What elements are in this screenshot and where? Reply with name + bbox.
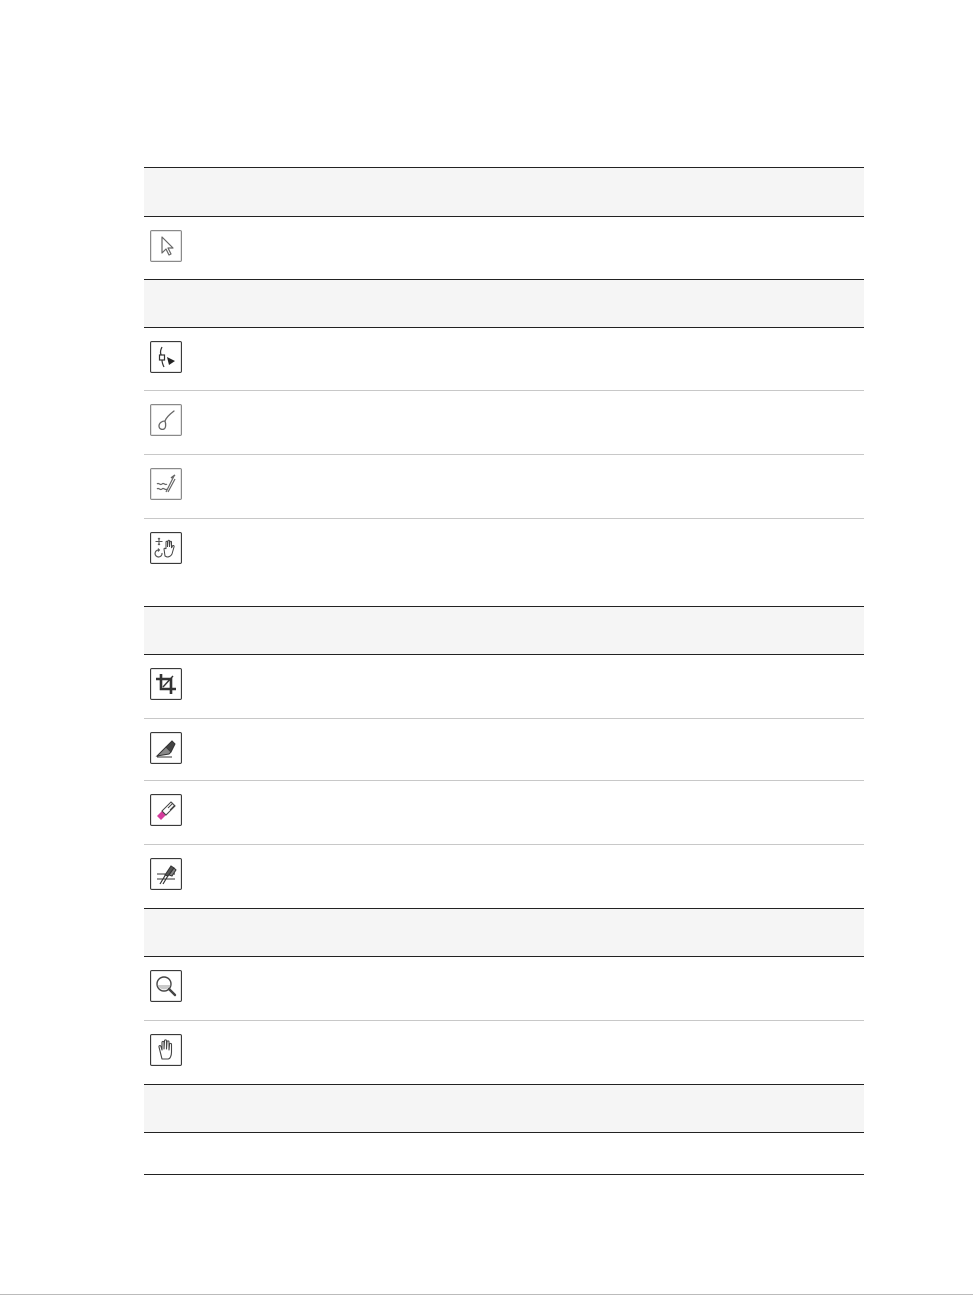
crop-icon (154, 672, 178, 696)
smooth-brush-icon (154, 472, 178, 496)
lasso-icon (154, 408, 178, 432)
zoom-icon (154, 974, 178, 998)
knife-tool-button[interactable] (150, 732, 182, 764)
tool-row (144, 328, 864, 391)
tool-row (144, 455, 864, 519)
transform-tool-button[interactable] (150, 532, 182, 564)
tool-row (144, 845, 864, 909)
pan-tool-button[interactable] (150, 1034, 182, 1066)
page-footer-rule (0, 1294, 973, 1295)
section-header-5 (144, 1085, 864, 1133)
section-header-3 (144, 607, 864, 655)
node-edit-tool-button[interactable] (150, 341, 182, 373)
tool-row (144, 519, 864, 607)
tool-row (144, 217, 864, 280)
smooth-tool-button[interactable] (150, 468, 182, 500)
tool-row (144, 719, 864, 781)
node-edit-icon (154, 345, 178, 369)
select-tool-button[interactable] (150, 230, 182, 262)
eraser-icon (154, 798, 178, 822)
empty-row (144, 1133, 864, 1175)
tool-row (144, 1021, 864, 1085)
zoom-tool-button[interactable] (150, 970, 182, 1002)
crop-tool-button[interactable] (150, 668, 182, 700)
section-header-1 (144, 168, 864, 217)
knife-icon (154, 736, 178, 760)
tool-row (144, 655, 864, 719)
section-header-2 (144, 280, 864, 328)
multi-knife-icon (154, 862, 178, 886)
multi-knife-tool-button[interactable] (150, 858, 182, 890)
lasso-tool-button[interactable] (150, 404, 182, 436)
eraser-tool-button[interactable] (150, 794, 182, 826)
tool-row (144, 957, 864, 1021)
section-header-4 (144, 909, 864, 957)
move-rotate-hand-icon (154, 536, 178, 560)
select-arrow-icon (154, 234, 178, 258)
tool-table (144, 167, 864, 1175)
tool-row (144, 781, 864, 845)
pan-hand-icon (154, 1038, 178, 1062)
tool-row (144, 391, 864, 455)
